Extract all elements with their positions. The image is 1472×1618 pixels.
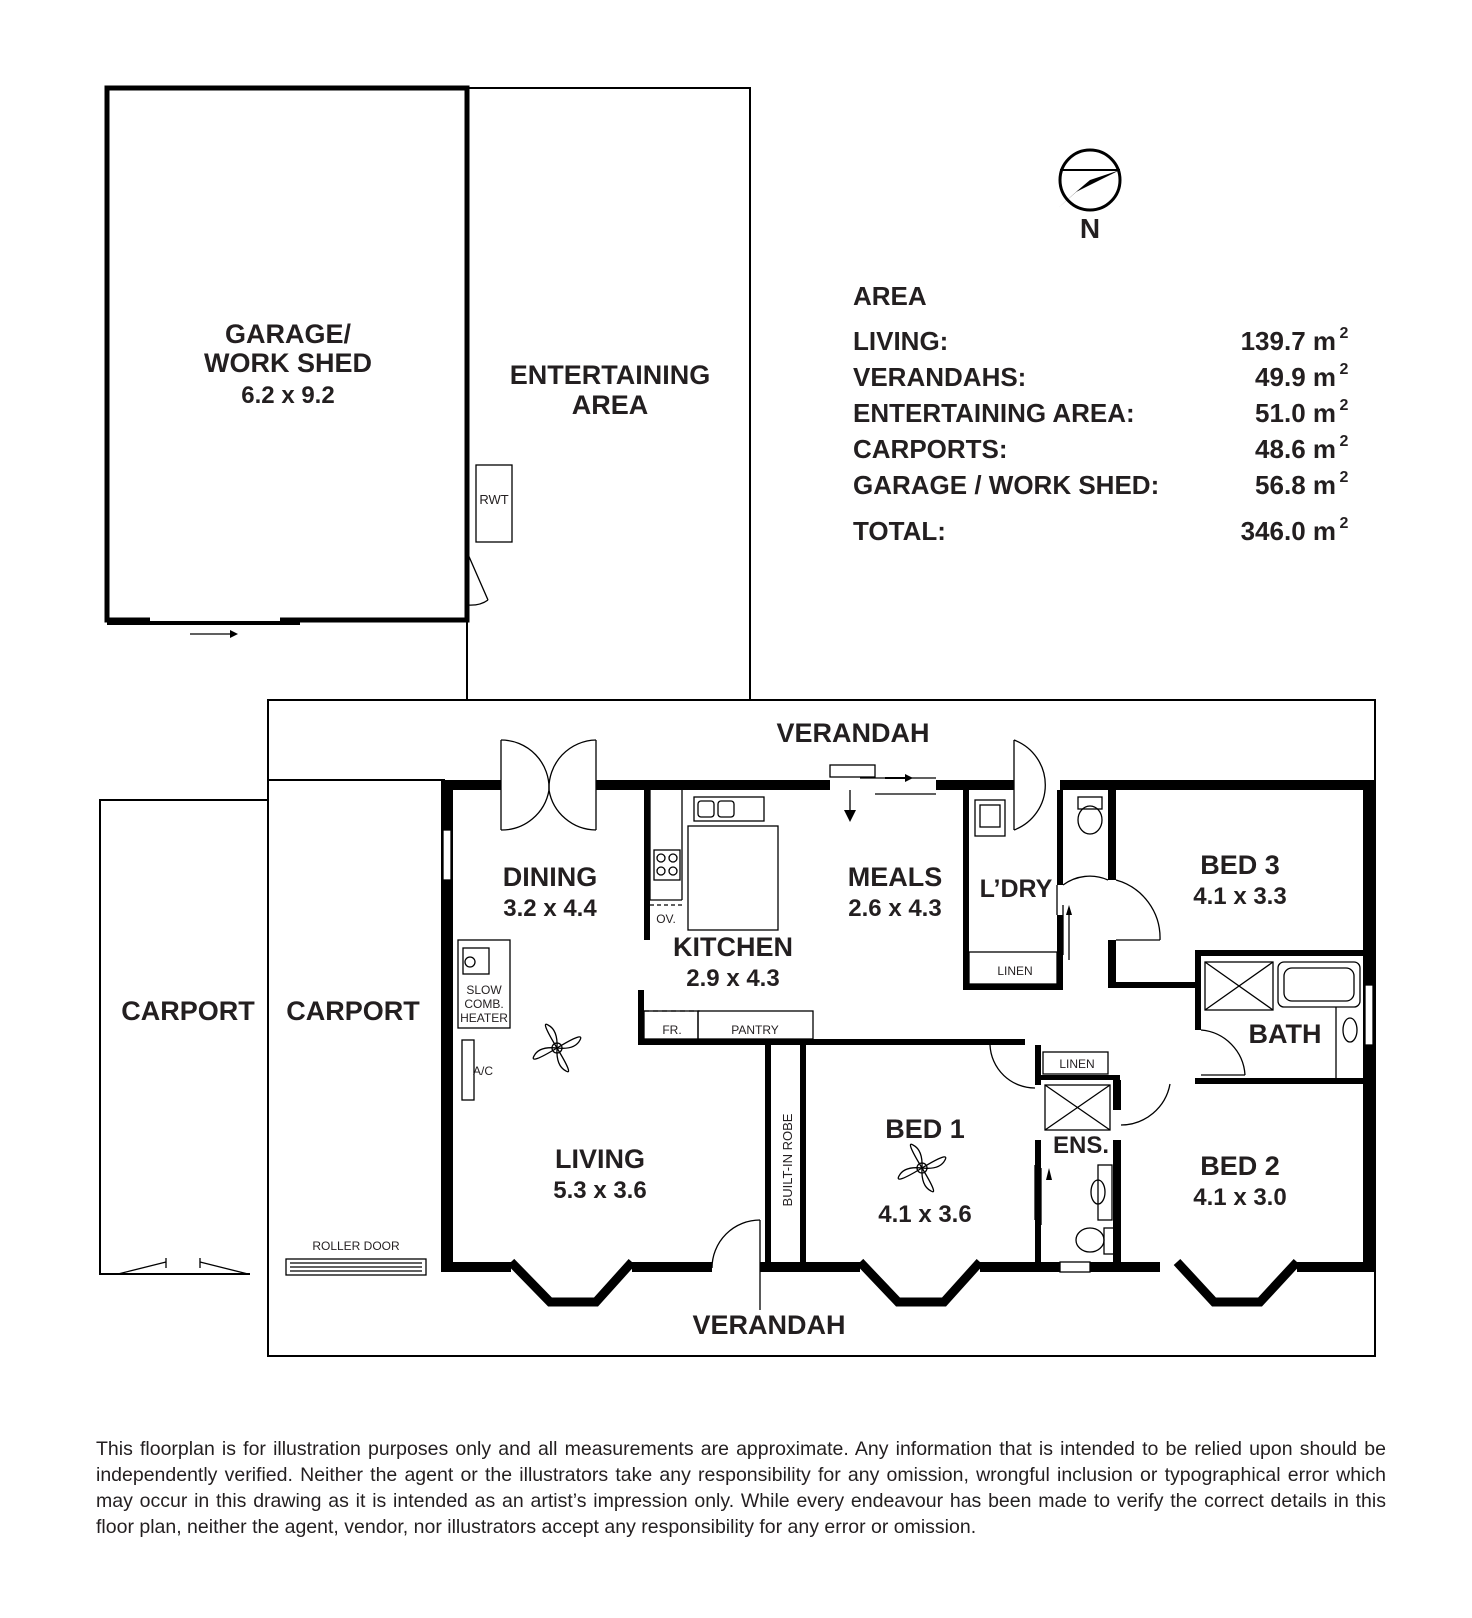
garage-label-2: WORK SHED: [204, 348, 372, 378]
bed3-label: BED 3: [1200, 850, 1280, 880]
area-row-unit-sup: 2: [1339, 325, 1349, 342]
doors: [501, 740, 1245, 1310]
area-row-label: GARAGE / WORK SHED:: [853, 470, 1160, 500]
heater-label-2: COMB.: [464, 997, 504, 1011]
verandah-bottom-label: VERANDAH: [692, 1310, 846, 1340]
area-row-unit-sup: 2: [1339, 469, 1349, 486]
area-total-label: TOTAL:: [853, 516, 946, 546]
oven-label: OV.: [656, 912, 676, 926]
bed1-label: BED 1: [885, 1114, 965, 1144]
roller-door-label: ROLLER DOOR: [312, 1239, 400, 1253]
area-row-label: CARPORTS:: [853, 434, 1008, 464]
heater-label-3: HEATER: [460, 1011, 508, 1025]
ac-label: A/C: [472, 1064, 494, 1078]
pantry-label: PANTRY: [731, 1023, 779, 1037]
entertaining-label-2: AREA: [571, 390, 649, 420]
ensuite-label: ENS.: [1052, 1132, 1110, 1159]
verandah-top-label: VERANDAH: [776, 718, 930, 748]
area-row-value: 51.0 m: [1255, 398, 1336, 428]
area-total-value: 346.0 m: [1240, 516, 1336, 546]
area-row-unit-sup: 2: [1339, 397, 1349, 414]
area-row-unit-sup: 2: [1339, 361, 1349, 378]
carport-right-label: CARPORT: [286, 996, 420, 1026]
area-row-label: LIVING:: [853, 326, 949, 356]
compass-north-label: N: [1079, 213, 1101, 244]
living-label: LIVING: [554, 1144, 646, 1174]
area-title: AREA: [853, 281, 927, 311]
area-row-value: 139.7 m: [1240, 326, 1336, 356]
hall-linen-label: LINEN: [1059, 1057, 1095, 1071]
carports: [100, 780, 426, 1275]
dining-label: DINING: [502, 862, 598, 892]
entertaining-label-1: ENTERTAINING: [509, 360, 711, 390]
disclaimer: This floorplan is for illustration purposes only and all measurements are approximate. Any information that is intended to be relied upon should be independently verified. Neither the agent or the illustrators take any responsibility for any omission, wrongful inclusion or typographical error which may occur in this drawing as it is intended as an artist’s impression only. While every endeavour has been made to verify the correct details in this floor plan, neither the agent, vendor, nor illustrators accept any responsibility for any error or omission.: [96, 1438, 1386, 1538]
meals-size: 2.6 x 4.3: [848, 895, 942, 922]
area-total-unit-sup: 2: [1339, 515, 1349, 532]
bed1-size: 4.1 x 3.6: [878, 1201, 972, 1228]
verandah-outline: [268, 700, 1375, 1356]
area-row-label: ENTERTAINING AREA:: [853, 398, 1135, 428]
area-table: [853, 281, 1349, 546]
bed3-size: 4.1 x 3.3: [1193, 883, 1287, 910]
garage-size: 6.2 x 9.2: [241, 382, 335, 409]
heater-label-1: SLOW: [466, 983, 502, 997]
kitchen-label: KITCHEN: [673, 932, 793, 962]
built-in-robe-label: BUILT-IN ROBE: [780, 1113, 795, 1207]
living-size: 5.3 x 3.6: [553, 1177, 647, 1204]
area-row-value: 48.6 m: [1255, 434, 1336, 464]
area-row-value: 56.8 m: [1255, 470, 1336, 500]
laundry-label: L’DRY: [979, 875, 1053, 903]
ceiling-fan-icon: [898, 1144, 946, 1192]
area-row-label: VERANDAHS:: [853, 362, 1027, 392]
laundry-linen-label: LINEN: [997, 964, 1033, 978]
garage-label-1: GARAGE/: [224, 319, 352, 349]
bed2-size: 4.1 x 3.0: [1193, 1184, 1287, 1211]
bath-label: BATH: [1248, 1019, 1322, 1049]
carport-left-label: CARPORT: [121, 996, 255, 1026]
area-row-unit-sup: 2: [1339, 433, 1349, 450]
kitchen-size: 2.9 x 4.3: [686, 965, 780, 992]
fridge-label: FR.: [662, 1023, 682, 1037]
bed2-label: BED 2: [1200, 1151, 1280, 1181]
rwt-label: RWT: [479, 492, 509, 507]
ceiling-fan-icon: [533, 1024, 581, 1072]
dining-size: 3.2 x 4.4: [503, 895, 597, 922]
meals-label: MEALS: [847, 862, 943, 892]
area-row-value: 49.9 m: [1255, 362, 1336, 392]
compass-icon: [1058, 150, 1120, 210]
